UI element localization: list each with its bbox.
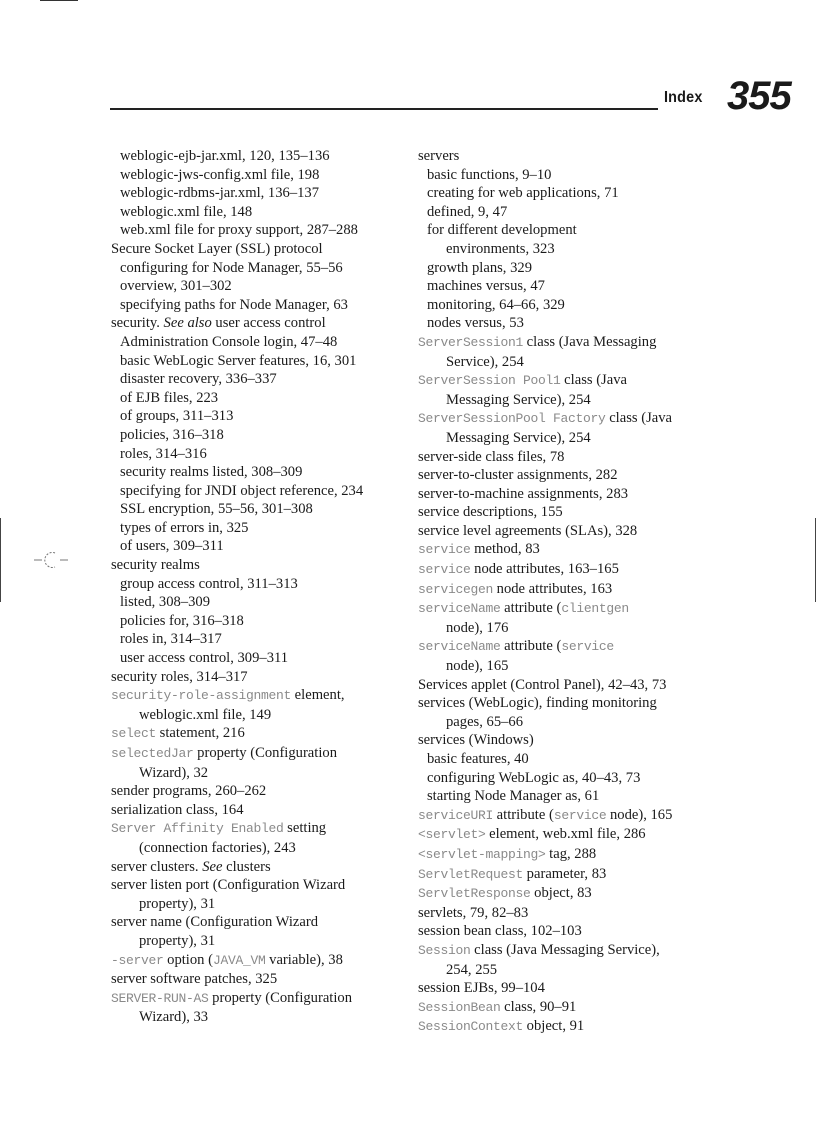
index-subentry — [111, 575, 411, 594]
entry-text: service level agreements (SLAs), 328 — [418, 522, 638, 539]
entry-text: environments, 323 — [446, 240, 555, 257]
code-term: service — [553, 807, 607, 823]
index-entry-continuation — [418, 353, 718, 372]
entry-text: Administration Console login, 47–48 — [120, 333, 338, 350]
code-term: service — [418, 562, 471, 578]
registration-mark-icon — [30, 546, 72, 574]
entry-text: listed, 308–309 — [120, 594, 210, 611]
code-term: servicegen — [418, 581, 494, 597]
entry-text: clusters — [222, 858, 271, 875]
page-number: 355 — [727, 74, 791, 118]
index-subentry — [418, 221, 718, 240]
index-subentry — [111, 612, 411, 631]
entry-text: server-to-machine assignments, 283 — [418, 485, 629, 502]
entry-text: serialization class, 164 — [111, 801, 244, 818]
code-term: ServletRequest — [418, 866, 524, 882]
index-subentry — [111, 296, 411, 315]
index-entry — [418, 694, 718, 713]
index-entry — [111, 782, 411, 801]
entry-text: security realms — [111, 557, 200, 574]
index-subentry — [418, 166, 718, 185]
entry-text: attribute ( — [493, 806, 554, 823]
index-entry — [111, 556, 411, 575]
entry-text: servlets, 79, 82–83 — [418, 904, 529, 921]
entry-text: weblogic.xml file, 148 — [120, 203, 253, 220]
entry-text: Wizard), 32 — [139, 764, 209, 781]
index-entry — [418, 560, 718, 580]
entry-text: roles, 314–316 — [120, 445, 207, 462]
index-entry — [418, 806, 718, 826]
code-term: selectedJar — [111, 746, 194, 761]
entry-text: policies for, 316–318 — [120, 612, 244, 629]
code-term: service — [561, 639, 614, 655]
index-subentry — [111, 389, 411, 408]
index-entry — [418, 998, 718, 1018]
entry-text: class (Java — [605, 410, 673, 427]
entry-text: setting — [283, 820, 327, 837]
index-subentry — [111, 277, 411, 296]
entry-text: Wizard), 33 — [139, 1009, 209, 1026]
index-entry — [418, 503, 718, 522]
margin-bar-left — [0, 518, 1, 602]
entry-text: class (Java Messaging Service), — [470, 941, 660, 958]
entry-text: growth plans, 329 — [427, 259, 532, 276]
index-subentry — [418, 769, 718, 788]
entry-text: security realms listed, 308–309 — [120, 464, 303, 481]
code-term: JAVA_VM — [212, 952, 266, 968]
entry-text: attribute ( — [500, 638, 562, 655]
index-entry — [418, 884, 718, 904]
code-term: Session — [418, 942, 471, 958]
index-subentry — [418, 787, 718, 806]
index-subentry — [111, 445, 411, 464]
entry-text: creating for web applications, 71 — [427, 185, 619, 202]
code-term: serviceName — [418, 639, 501, 655]
code-term: service — [418, 542, 471, 558]
entry-text: method, 83 — [470, 541, 540, 558]
index-subentry — [111, 482, 411, 501]
index-entry — [418, 941, 718, 961]
index-entry — [418, 904, 718, 923]
index-entry — [111, 819, 411, 839]
entry-text: weblogic-ejb-jar.xml, 120, 135–136 — [120, 148, 330, 164]
index-subentry — [111, 147, 411, 166]
index-entry — [418, 731, 718, 750]
index-entry-continuation — [418, 391, 718, 410]
entry-text: class (Java — [560, 372, 627, 389]
entry-text: basic functions, 9–10 — [427, 166, 552, 183]
index-entry — [418, 409, 718, 429]
index-entry — [418, 580, 718, 600]
entry-text: basic WebLogic Server features, 16, 301 — [120, 352, 357, 369]
entry-text: configuring for Node Manager, 55–56 — [120, 259, 343, 276]
index-entry-continuation — [111, 1008, 411, 1027]
index-subentry — [418, 296, 718, 315]
index-entry — [418, 522, 718, 541]
entry-text: machines versus, 47 — [427, 278, 545, 295]
entry-text: specifying for JNDI object reference, 234 — [120, 482, 364, 499]
entry-text: monitoring, 64–66, 329 — [427, 296, 565, 313]
index-entry — [418, 825, 718, 845]
entry-text: element, web.xml file, 286 — [485, 826, 646, 843]
index-entry — [111, 876, 411, 895]
entry-text: types of errors in, 325 — [120, 519, 249, 536]
entry-text: node attributes, 163–165 — [470, 561, 619, 578]
code-term: ServletResponse — [418, 886, 531, 902]
entry-text: element, — [291, 687, 345, 704]
index-entry — [111, 686, 411, 706]
index-entry — [111, 951, 411, 971]
entry-text: services (Windows) — [418, 732, 534, 749]
entry-text: nodes versus, 53 — [427, 315, 524, 332]
index-entry — [418, 922, 718, 941]
index-entry — [418, 540, 718, 560]
entry-text: of users, 309–311 — [120, 538, 224, 555]
index-entry — [111, 913, 411, 932]
entry-text: parameter, 83 — [523, 865, 607, 882]
entry-text: Services applet (Control Panel), 42–43, 73 — [418, 676, 667, 693]
entry-text: node), 165 — [446, 658, 509, 675]
entry-text: property), 31 — [139, 895, 216, 912]
entry-text: overview, 301–302 — [120, 278, 232, 295]
entry-text: Secure Socket Layer (SSL) protocol — [111, 240, 323, 257]
index-subentry — [111, 203, 411, 222]
index-entry-continuation — [111, 706, 411, 725]
cross-reference: See — [202, 858, 223, 875]
entry-text: property (Configuration — [193, 745, 337, 761]
index-entry — [111, 668, 411, 687]
code-term: <servlet> — [418, 827, 486, 843]
entry-text: services (WebLogic), finding monitoring — [418, 695, 657, 712]
index-subentry — [111, 649, 411, 668]
cross-reference: See also — [163, 315, 212, 332]
entry-text: service descriptions, 155 — [418, 504, 563, 521]
index-entry-continuation — [418, 619, 718, 638]
index-entry — [418, 637, 718, 657]
index-subentry — [111, 259, 411, 278]
index-entry-continuation — [418, 240, 718, 259]
entry-text: of EJB files, 223 — [120, 389, 219, 406]
entry-text: group access control, 311–313 — [120, 575, 298, 592]
entry-text: defined, 9, 47 — [427, 203, 508, 220]
entry-text: class (Java Messaging — [523, 333, 657, 350]
entry-text: of groups, 311–313 — [120, 408, 234, 425]
index-subentry — [111, 630, 411, 649]
entry-text: weblogic.xml file, 149 — [139, 706, 272, 723]
index-subentry — [111, 221, 411, 240]
index-subentry — [111, 352, 411, 371]
index-subentry — [111, 370, 411, 389]
index-subentry — [111, 500, 411, 519]
index-entry-continuation — [111, 895, 411, 914]
code-term: SERVER-RUN-AS — [111, 990, 209, 1006]
index-entry-continuation — [418, 429, 718, 448]
code-term: security-role-assignment — [111, 688, 292, 704]
entry-text: 254, 255 — [446, 961, 498, 978]
index-subentry — [418, 184, 718, 203]
entry-text: servers — [418, 148, 460, 164]
entry-text: Messaging Service), 254 — [446, 391, 591, 408]
index-subentry — [418, 277, 718, 296]
index-subentry — [111, 519, 411, 538]
index-subentry — [111, 463, 411, 482]
entry-text: specifying paths for Node Manager, 63 — [120, 296, 348, 313]
code-term: ServerSession Pool1 — [418, 373, 561, 389]
index-subentry — [111, 407, 411, 426]
entry-text: user access control, 309–311 — [120, 650, 289, 667]
entry-text: (connection factories), 243 — [139, 839, 296, 856]
index-entry-continuation — [418, 657, 718, 676]
code-term: clientgen — [561, 601, 629, 617]
index-entry — [418, 448, 718, 467]
code-term: <servlet-mapping> — [418, 846, 546, 862]
index-entry — [418, 466, 718, 485]
entry-text: server software patches, 325 — [111, 971, 278, 988]
index-column-left — [111, 147, 411, 1027]
index-entry-continuation — [111, 932, 411, 951]
index-subentry — [111, 426, 411, 445]
code-term: select — [111, 726, 157, 742]
entry-text: property (Configuration — [208, 989, 353, 1006]
section-label: Index — [664, 89, 703, 106]
entry-text: option ( — [163, 951, 213, 968]
entry-text: starting Node Manager as, 61 — [427, 788, 600, 805]
index-entry — [418, 371, 718, 391]
code-term: Server Affinity Enabled — [111, 821, 284, 837]
entry-text: session bean class, 102–103 — [418, 923, 582, 940]
entry-text: Service), 254 — [446, 353, 524, 370]
index-subentry — [111, 333, 411, 352]
index-subentry — [111, 593, 411, 612]
entry-text: SSL encryption, 55–56, 301–308 — [120, 501, 313, 518]
index-column-right — [418, 147, 718, 1037]
entry-text: weblogic-jws-config.xml file, 198 — [120, 166, 320, 183]
entry-text: property), 31 — [139, 932, 216, 949]
entry-text: disaster recovery, 336–337 — [120, 371, 277, 388]
entry-text: pages, 65–66 — [446, 713, 524, 730]
index-subentry — [418, 259, 718, 278]
index-entry-continuation — [418, 961, 718, 980]
entry-text: variable), 38 — [265, 951, 343, 968]
index-entry — [111, 724, 411, 744]
entry-text: object, 83 — [530, 885, 592, 902]
index-entry — [418, 147, 718, 166]
entry-text: server clusters. — [111, 858, 203, 875]
entry-text: for different development — [427, 222, 577, 239]
index-entry-continuation — [111, 839, 411, 858]
entry-text: sender programs, 260–262 — [111, 783, 267, 800]
code-term: SessionContext — [418, 1019, 524, 1035]
entry-text: security roles, 314–317 — [111, 668, 248, 685]
index-entry — [111, 240, 411, 259]
index-subentry — [111, 537, 411, 556]
entry-text: node), 165 — [606, 806, 673, 823]
index-subentry — [111, 184, 411, 203]
entry-text: server-side class files, 78 — [418, 448, 565, 465]
entry-text: configuring WebLogic as, 40–43, 73 — [427, 769, 641, 786]
entry-text: object, 91 — [523, 1018, 585, 1035]
crop-mark — [40, 0, 78, 1]
index-entry — [111, 989, 411, 1009]
index-entry — [111, 314, 411, 333]
code-term: serviceName — [418, 601, 501, 617]
entry-text: node), 176 — [446, 619, 509, 636]
entry-text: session EJBs, 99–104 — [418, 980, 545, 997]
index-entry-continuation — [111, 764, 411, 783]
entry-text: Messaging Service), 254 — [446, 429, 591, 446]
index-entry — [418, 845, 718, 865]
index-subentry — [111, 166, 411, 185]
code-term: SessionBean — [418, 999, 501, 1015]
index-entry — [111, 858, 411, 877]
index-entry — [418, 1017, 718, 1037]
index-subentry — [418, 750, 718, 769]
entry-text: roles in, 314–317 — [120, 631, 222, 648]
index-entry-continuation — [418, 713, 718, 732]
index-entry — [418, 979, 718, 998]
entry-text: attribute ( — [500, 600, 562, 617]
index-entry — [418, 865, 718, 885]
entry-text: user access control — [211, 315, 326, 332]
entry-text: statement, 216 — [156, 725, 245, 742]
entry-text: server-to-cluster assignments, 282 — [418, 467, 618, 484]
index-entry — [418, 333, 718, 353]
code-term: ServerSession1 — [418, 334, 524, 350]
index-entry — [111, 970, 411, 989]
entry-text: web.xml file for proxy support, 287–288 — [120, 222, 358, 239]
entry-text: basic features, 40 — [427, 751, 529, 767]
entry-text: server listen port (Configuration Wizard — [111, 877, 346, 894]
entry-text: server name (Configuration Wizard — [111, 914, 319, 931]
code-term: -server — [111, 952, 164, 968]
entry-text: node attributes, 163 — [493, 580, 613, 597]
index-entry — [111, 744, 411, 764]
index-subentry — [418, 203, 718, 222]
entry-text: policies, 316–318 — [120, 426, 224, 443]
code-term: ServerSessionPool Factory — [418, 411, 606, 427]
code-term: serviceURI — [418, 807, 494, 823]
entry-text: weblogic-rdbms-jar.xml, 136–137 — [120, 185, 320, 202]
entry-text: tag, 288 — [545, 845, 597, 862]
index-subentry — [418, 314, 718, 333]
entry-text: class, 90–91 — [500, 998, 577, 1015]
index-entry — [418, 485, 718, 504]
index-entry — [418, 599, 718, 619]
entry-text: security. — [111, 315, 164, 332]
index-entry — [111, 801, 411, 820]
index-entry — [418, 676, 718, 695]
header-rule — [110, 108, 658, 110]
